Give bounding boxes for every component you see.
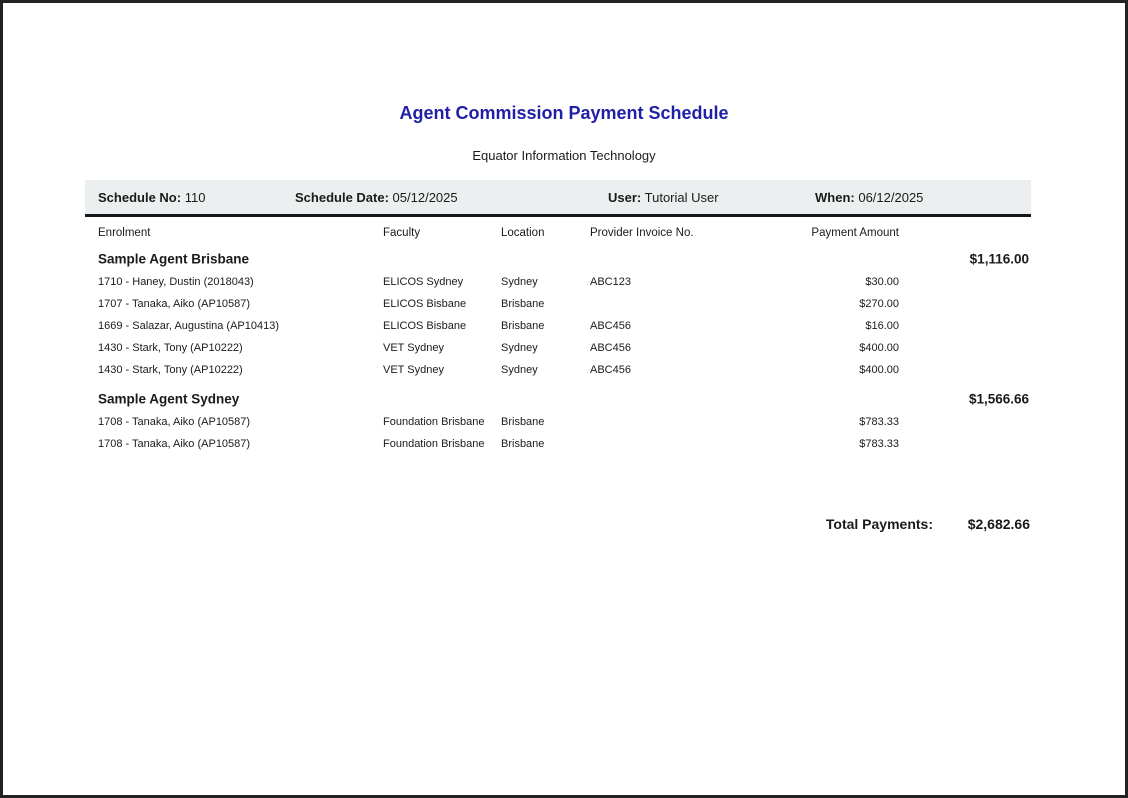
agent-group-total: $1,116.00 xyxy=(969,251,1029,266)
column-header-payment-amount: Payment Amount xyxy=(811,227,899,239)
cell-location: Brisbane xyxy=(501,416,545,428)
agent-group-header xyxy=(3,386,1125,411)
meta-bar xyxy=(85,180,1031,217)
cell-amount: $270.00 xyxy=(859,298,899,310)
cell-amount: $400.00 xyxy=(859,364,899,376)
when-label: When: xyxy=(815,190,855,205)
column-header-faculty: Faculty xyxy=(383,227,421,239)
total-payments-row xyxy=(3,511,1125,537)
cell-enrolment: 1707 - Tanaka, Aiko (AP10587) xyxy=(98,298,251,310)
cell-location: Sydney xyxy=(501,276,538,288)
table-row xyxy=(3,359,1125,381)
user-value: Tutorial User xyxy=(644,190,719,205)
total-payments-value: $2,682.66 xyxy=(967,516,1030,532)
when-field xyxy=(815,190,923,205)
schedule-date-label: Schedule Date: xyxy=(295,190,389,205)
table-row xyxy=(3,433,1125,455)
cell-invoice: ABC456 xyxy=(590,342,631,354)
cell-amount: $400.00 xyxy=(859,342,899,354)
cell-location: Brisbane xyxy=(501,298,545,310)
column-header-enrolment: Enrolment xyxy=(98,227,151,239)
cell-invoice: ABC456 xyxy=(590,364,631,376)
cell-faculty: ELICOS Bisbane xyxy=(383,298,467,310)
agent-group-total: $1,566.66 xyxy=(968,391,1029,406)
table-row xyxy=(3,411,1125,433)
table-row xyxy=(3,293,1125,315)
cell-invoice: ABC123 xyxy=(590,276,631,288)
cell-enrolment: 1708 - Tanaka, Aiko (AP10587) xyxy=(98,416,251,428)
column-header-provider-invoice-no: Provider Invoice No. xyxy=(590,227,694,239)
table-body xyxy=(3,246,1125,455)
total-payments-label: Total Payments: xyxy=(825,516,933,532)
cell-enrolment: 1708 - Tanaka, Aiko (AP10587) xyxy=(98,438,251,450)
when-value: 06/12/2025 xyxy=(858,190,924,205)
report-title: Agent Commission Payment Schedule xyxy=(399,103,729,123)
cell-location: Brisbane xyxy=(501,320,545,332)
schedule-no-label: Schedule No: xyxy=(98,190,182,205)
column-header-location: Location xyxy=(501,227,545,239)
schedule-no-field xyxy=(98,190,205,205)
table-row xyxy=(3,271,1125,293)
cell-enrolment: 1710 - Haney, Dustin (2018043) xyxy=(98,276,254,288)
cell-faculty: ELICOS Sydney xyxy=(383,276,464,288)
cell-location: Sydney xyxy=(501,342,538,354)
cell-faculty: Foundation Brisbane xyxy=(383,416,485,428)
table-row xyxy=(3,315,1125,337)
cell-enrolment: 1430 - Stark, Tony (AP10222) xyxy=(98,364,243,376)
cell-faculty: VET Sydney xyxy=(383,364,444,376)
agent-group-name: Sample Agent Sydney xyxy=(98,391,240,406)
cell-faculty: Foundation Brisbane xyxy=(383,438,485,450)
cell-location: Sydney xyxy=(501,364,538,376)
cell-amount: $783.33 xyxy=(859,438,899,450)
schedule-date-field xyxy=(295,190,458,205)
schedule-date-value: 05/12/2025 xyxy=(392,190,458,205)
table-row xyxy=(3,337,1125,359)
table-header-row xyxy=(3,220,1125,246)
agent-group-name: Sample Agent Brisbane xyxy=(98,251,250,266)
user-label: User: xyxy=(608,190,642,205)
cell-amount: $16.00 xyxy=(865,320,899,332)
cell-enrolment: 1669 - Salazar, Augustina (AP10413) xyxy=(98,320,280,332)
cell-amount: $30.00 xyxy=(865,276,899,288)
agent-group-header xyxy=(3,246,1125,271)
user-field xyxy=(608,190,719,205)
commission-table xyxy=(3,220,1125,455)
cell-amount: $783.33 xyxy=(859,416,899,428)
schedule-no-value: 110 xyxy=(184,190,206,205)
cell-faculty: ELICOS Bisbane xyxy=(383,320,467,332)
report-subtitle: Equator Information Technology xyxy=(472,148,656,163)
cell-invoice: ABC456 xyxy=(590,320,631,332)
cell-enrolment: 1430 - Stark, Tony (AP10222) xyxy=(98,342,243,354)
cell-faculty: VET Sydney xyxy=(383,342,444,354)
cell-location: Brisbane xyxy=(501,438,545,450)
